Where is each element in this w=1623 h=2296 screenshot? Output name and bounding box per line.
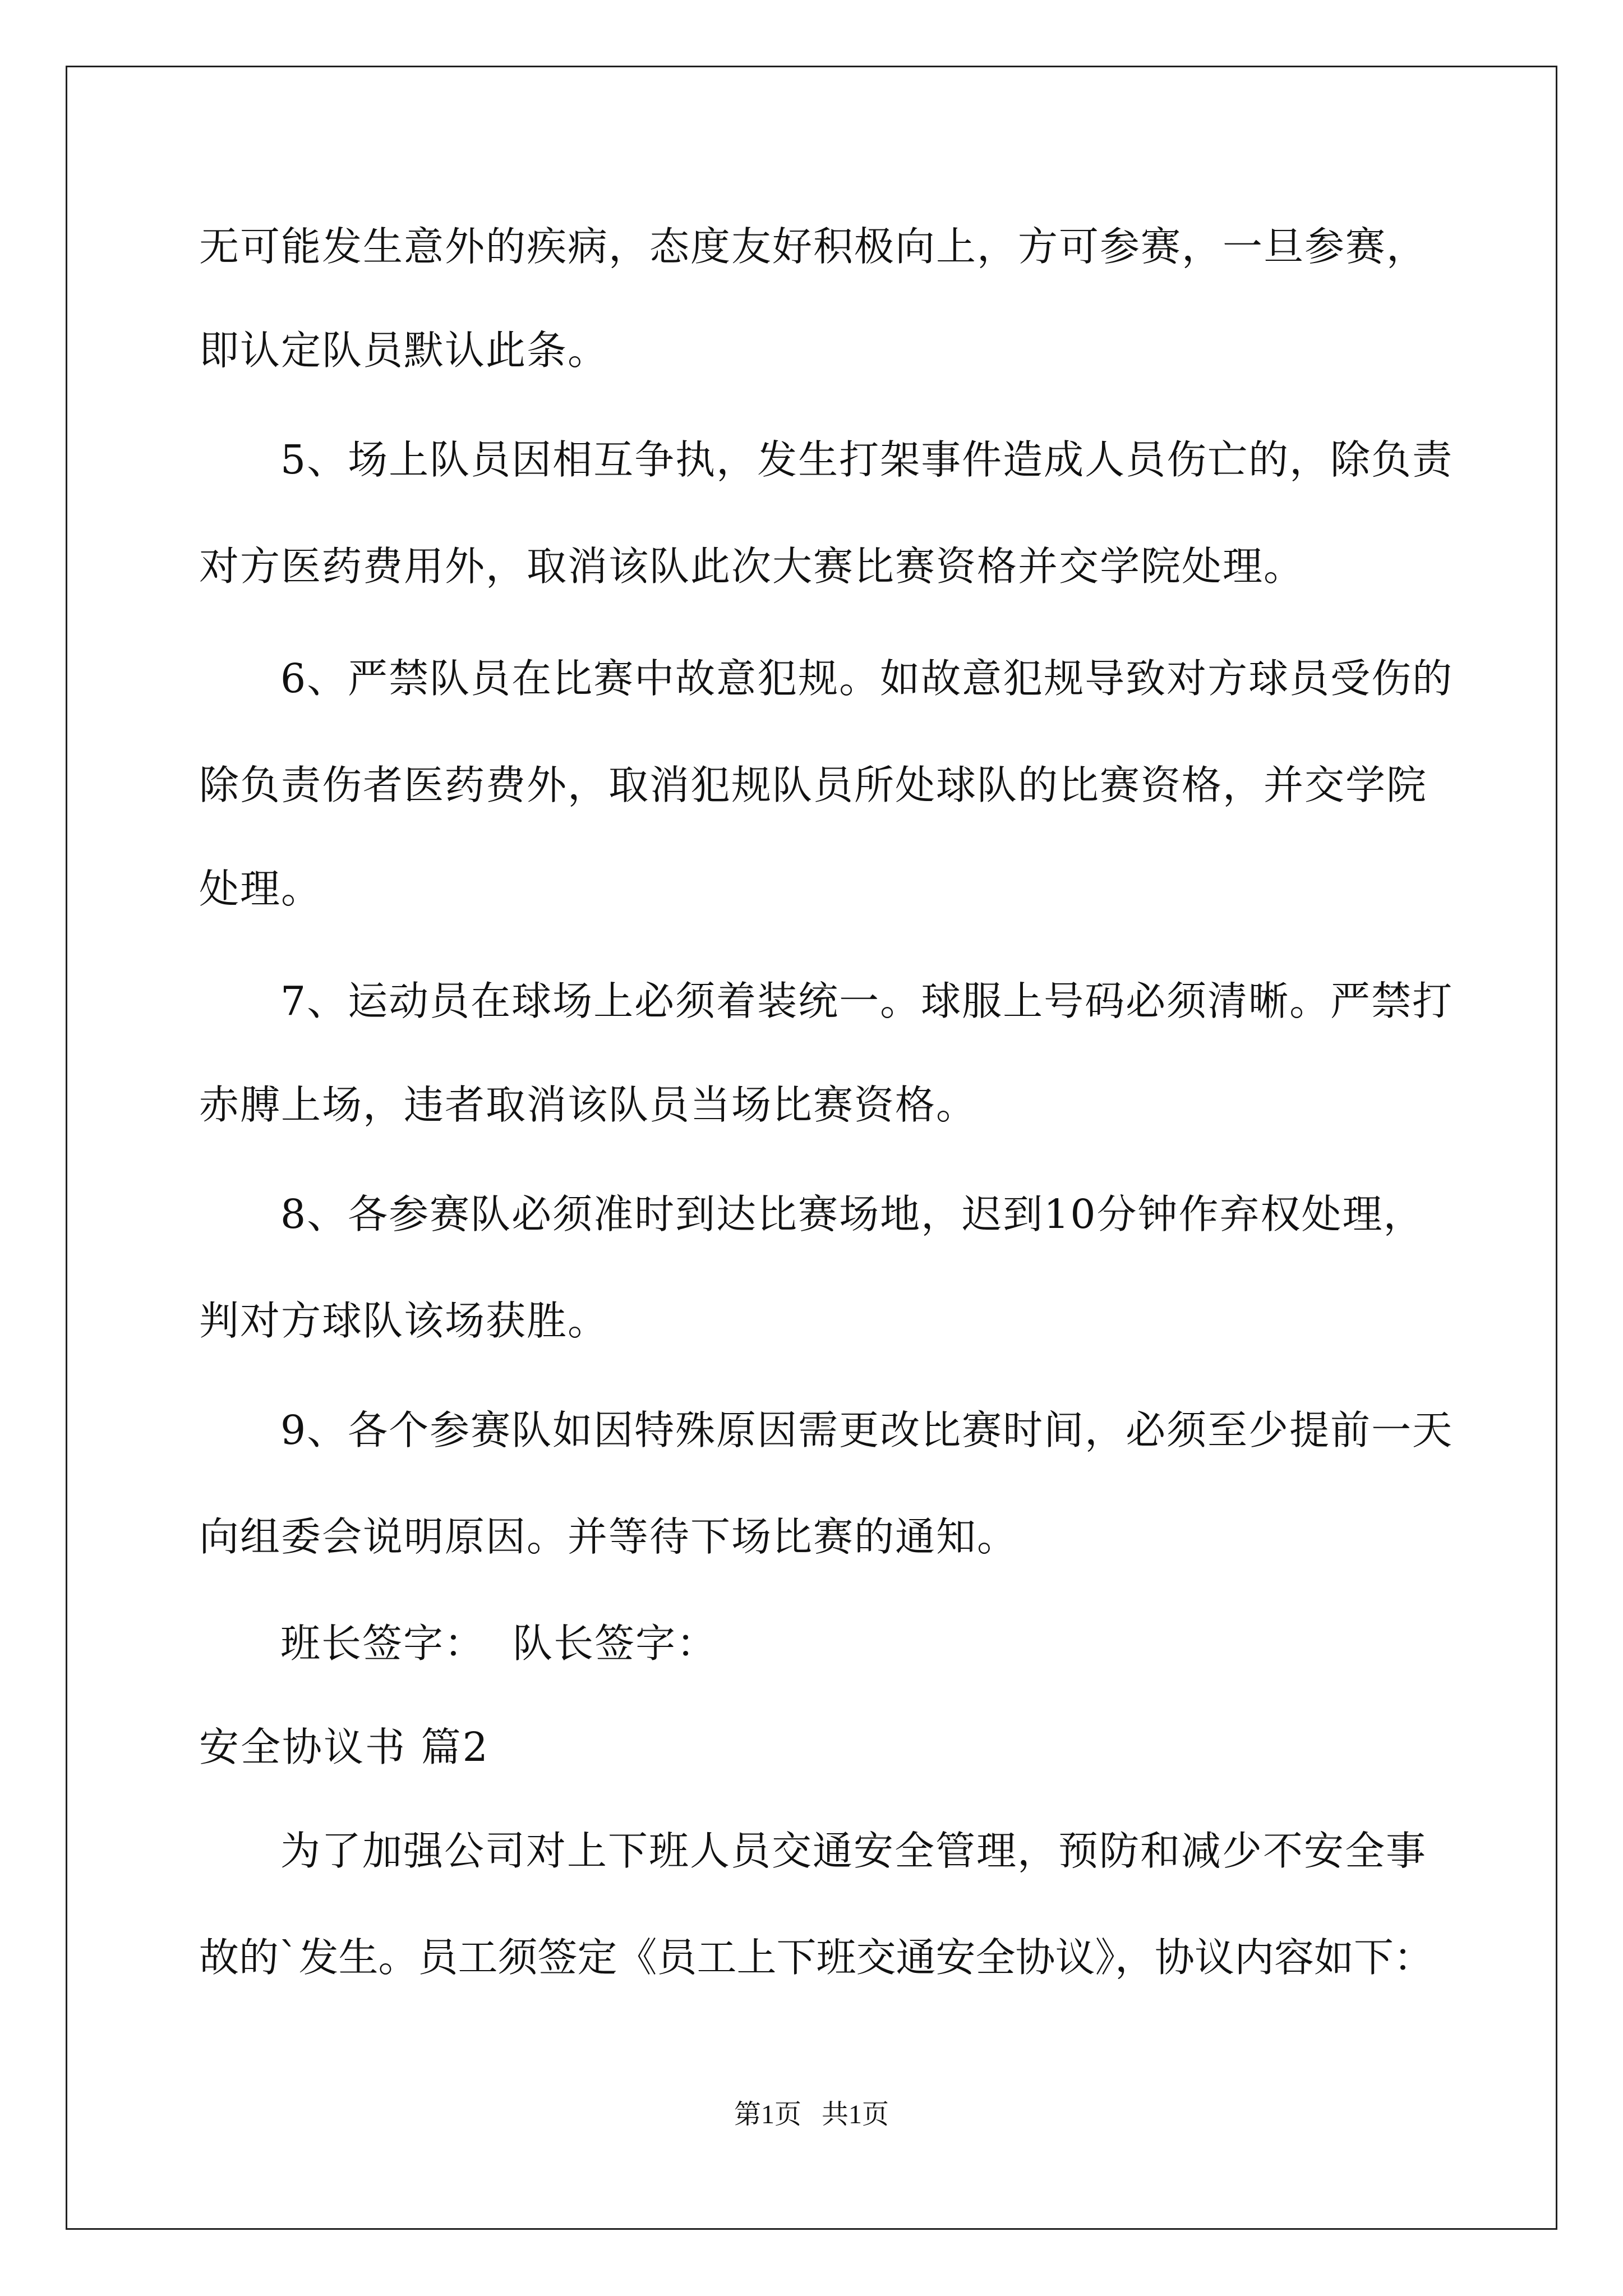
rule-item-7: 7、运动员在球场上必须着装统一。球服上号码必须清晰。严禁打 xyxy=(280,978,1454,1024)
intro-paragraph-line: 为了加强公司对上下班人员交通安全管理，预防和减少不安全事 xyxy=(280,1828,1427,1874)
rule-item-5: 5、场上队员因相互争执，发生打架事件造成人员伤亡的，除负责 xyxy=(280,436,1454,483)
section-heading: 安全协议书 篇2 xyxy=(199,1724,490,1770)
intro-paragraph-line: 故的`发生。员工须签定《员工上下班交通安全协议》，协议内容如下： xyxy=(199,1934,1434,1981)
paragraph-line: 判对方球队该场获胜。 xyxy=(199,1297,609,1344)
rule-item-9: 9、各个参赛队如因特殊原因需更改比赛时间，必须至少提前一天 xyxy=(280,1407,1454,1453)
paragraph-line: 赤膊上场，违者取消该队员当场比赛资格。 xyxy=(199,1082,978,1128)
paragraph-line: 对方医药费用外，取消该队此次大赛比赛资格并交学院处理。 xyxy=(199,543,1305,590)
rule-item-6: 6、严禁队员在比赛中故意犯规。如故意犯规导致对方球员受伤的 xyxy=(280,655,1454,702)
rule-item-8: 8、各参赛队必须准时到达比赛场地，迟到10分钟作弃权处理， xyxy=(280,1191,1424,1237)
paragraph-line: 向组委会说明原因。并等待下场比赛的通知。 xyxy=(199,1513,1018,1560)
signature-line: 班长签字： 队长签字： xyxy=(280,1620,718,1667)
page-border xyxy=(66,66,1557,2230)
page-footer: 第1页 共1页 xyxy=(734,2100,889,2129)
paragraph-line: 即认定队员默认此条。 xyxy=(199,327,609,374)
paragraph-line: 处理。 xyxy=(199,866,322,912)
paragraph-line: 无可能发生意外的疾病，态度友好积极向上，方可参赛，一旦参赛， xyxy=(199,223,1428,270)
paragraph-line: 除负责伤者医药费外，取消犯规队员所处球队的比赛资格，并交学院 xyxy=(199,762,1428,808)
